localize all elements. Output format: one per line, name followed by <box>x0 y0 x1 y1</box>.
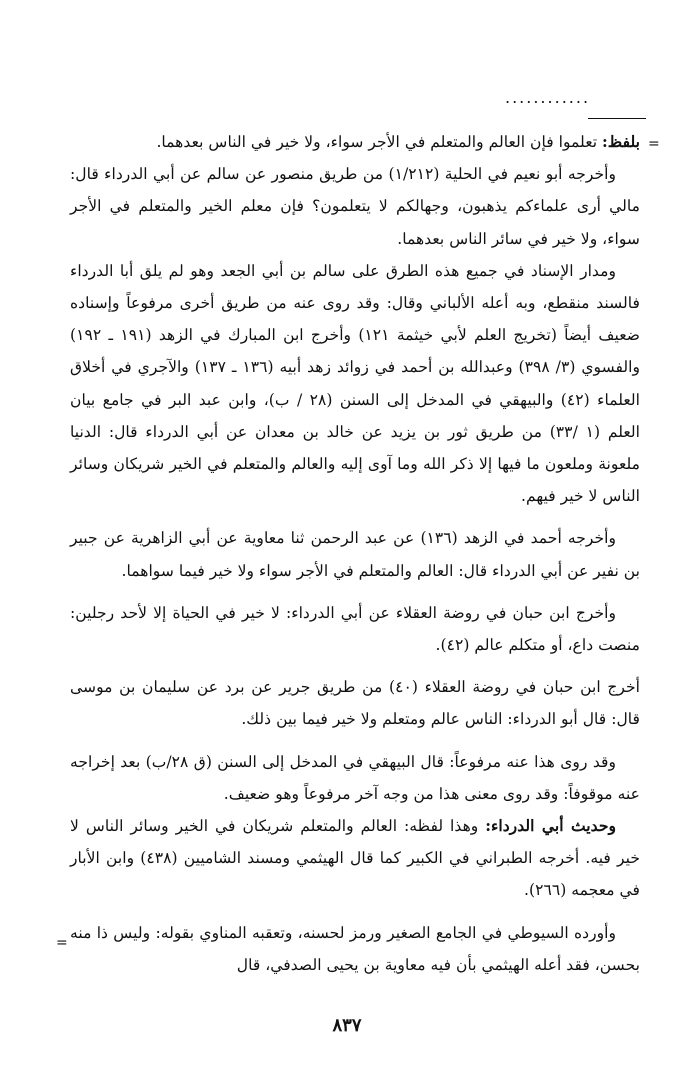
continuation-mark-bottom: = <box>56 935 68 951</box>
page-number: ٨٣٧ <box>332 1015 362 1036</box>
paragraph-7: وقد روى هذا عنه مرفوعاً: قال البيهقي في المدخل إلى السنن (ق ٢٨/ب) بعد إخراجه عنه موقوفاً: وقد روى معنى هذا من وجه آخر مرفوعاً وهو ضعيف. <box>70 752 640 803</box>
paragraph-9: وأورده السيوطي في الجامع الصغير ورمز لحسنه، وتعقبه المناوي بقوله: وليس ذا منه بحسن، فقد أعله الهيثمي بأن فيه معاوية بن يحيى الصدفي، قال <box>70 923 640 974</box>
paragraph-3: ومدار الإسناد في جميع هذه الطرق على سالم بن أبي الجعد وهو لم يلق أبا الدرداء فالسند منقطع، وبه أعله الألباني وقال: وقد روى عنه من طريق أخرى مرفوعاً وإسناده ضعيف أيضاً (تخريج العلم لأبي خيثمة ١٢١) وأخرج ابن المبارك في الزهد (١٩١ ـ ١٩٢) والفسوي (٣/ ٣٩٨) وعبدالله بن أحمد في زوائد زهد أبيه (١٣٦ ـ ١٣٧) والآجري في أخلاق العلماء (٤٢) والبيهقي في المدخل إلى السنن (٢٨ / ب)، وابن عبد البر في جامع بيان العلم (١ /٣٣) من طريق ثور بن يزيد عن خالد بن معدان عن أبي الدرداء قال: الدنيا ملعونة وملعون ما فيها إلا ذكر الله وما آوى إليه والعالم والمتعلم في الخير شريكان وسائر الناس لا خير فيهم. <box>70 261 640 506</box>
header-dots: ............ <box>505 88 591 107</box>
paragraph-1-lead: بلفظ: <box>602 132 640 151</box>
paragraph-8 <box>70 810 640 907</box>
paragraph-1 <box>70 126 640 158</box>
continuation-mark-top: = <box>648 136 660 152</box>
footnote-body <box>70 126 640 981</box>
footnote-rule <box>588 118 646 119</box>
paragraph-2: وأخرجه أبو نعيم في الحلية (١/٢١٢) من طريق منصور عن سالم عن أبي الدرداء قال: مالي أرى علماءكم يذهبون، وجهالكم لا يتعلمون؟ فإن معلم الخير والمتعلم في الأجر سواء، ولا خير في سائر الناس بعدهما. <box>70 165 640 248</box>
paragraph-8-lead: وحديث أبي الدرداء: <box>485 816 617 836</box>
paragraph-5: وأخرج ابن حبان في روضة العقلاء عن أبي الدرداء: لا خير في الحياة إلا لأحد رجلين: منصت داع، أو متكلم عالم (٤٢). <box>70 603 640 655</box>
paragraph-4: وأخرجه أحمد في الزهد (١٣٦) عن عبد الرحمن ثنا معاوية عن أبي الزاهرية عن جبير بن نفير عن أبي الدرداء قال: العالم والمتعلم في الأجر سواء ولا خير فيما سواهما. <box>70 529 640 580</box>
paragraph-1-text: تعلموا فإن العالم والمتعلم في الأجر سواء، ولا خير في الناس بعدهما. <box>156 133 603 151</box>
paragraph-8-text: وهذا لفظه: العالم والمتعلم شريكان في الخير وسائر الناس لا خير فيه. أخرجه الطبراني في الكبير كما قال الهيثمي ومسند الشاميين (٤٣٨) وابن الأبار في معجمه (٢٦٦). <box>70 817 640 900</box>
paragraph-6: أخرج ابن حبان في روضة العقلاء (٤٠) من طريق جرير عن برد عن سليمان بن موسى قال: قال أبو الدرداء: الناس عالم ومتعلم ولا خير فيما بين ذلك. <box>70 678 640 729</box>
